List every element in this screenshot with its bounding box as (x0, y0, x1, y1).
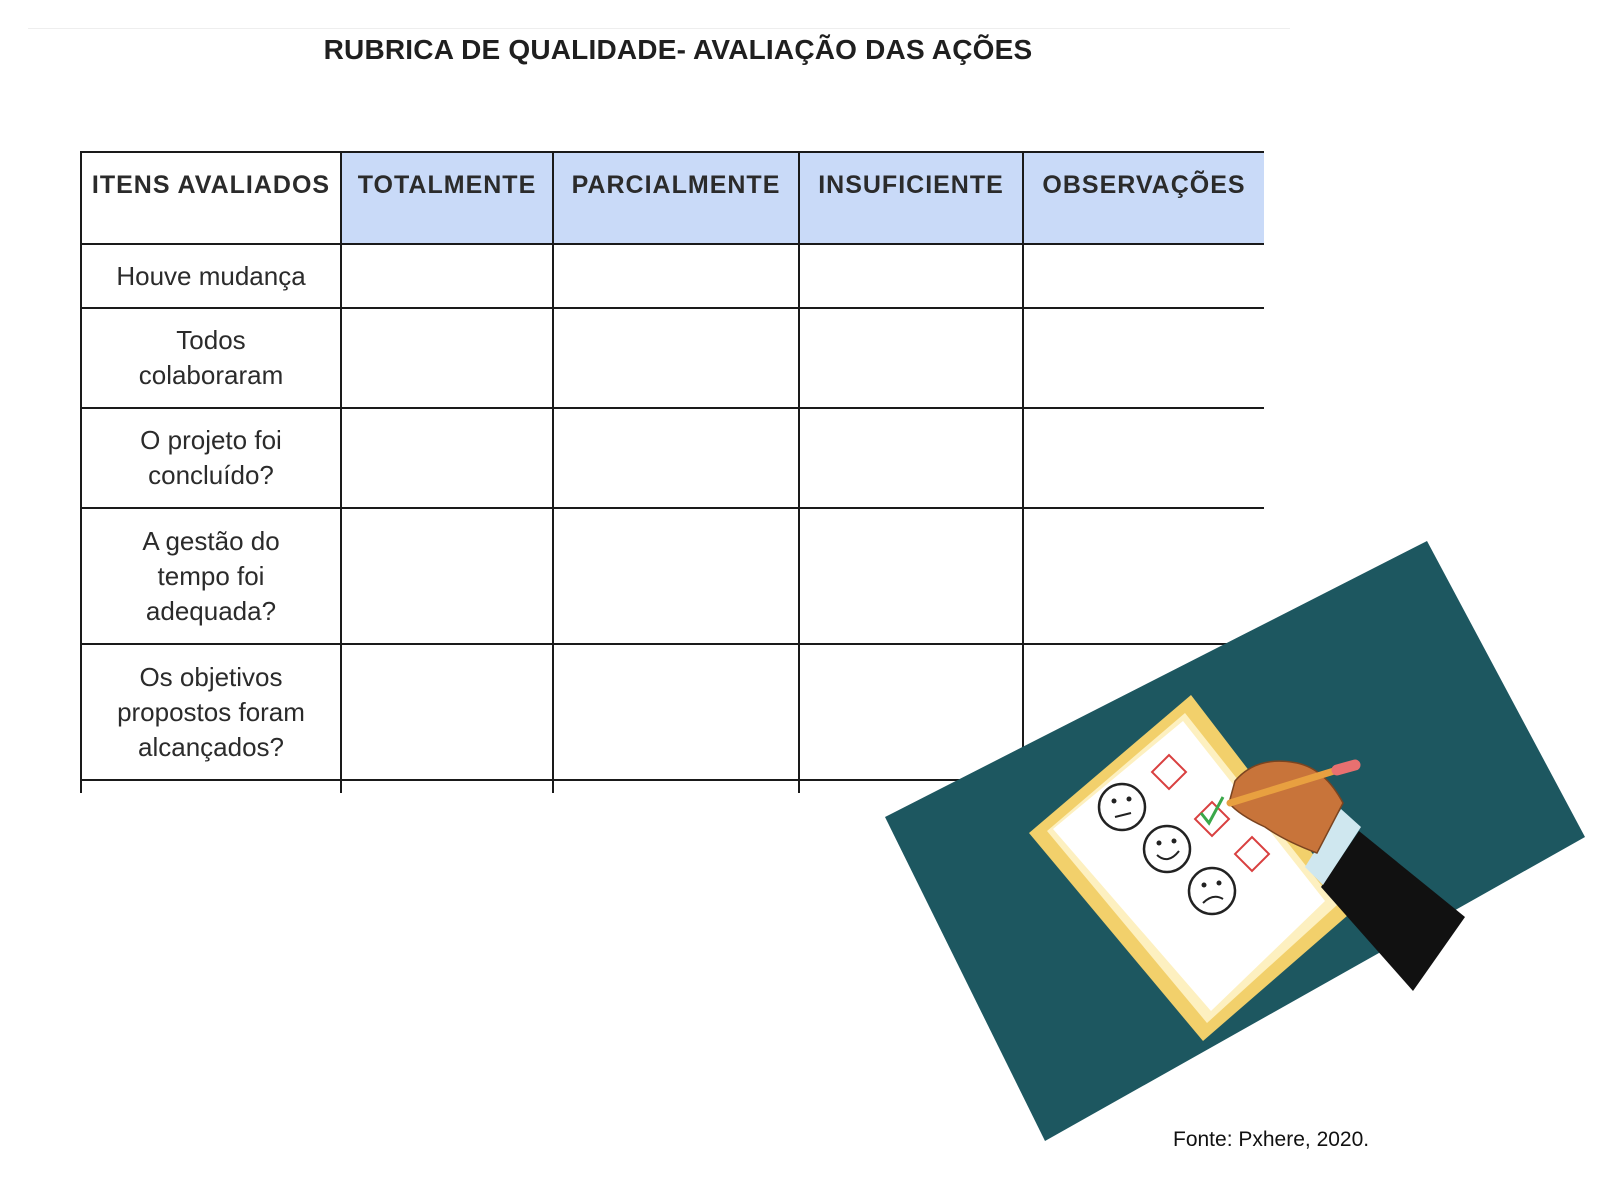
top-divider (28, 28, 1290, 29)
evaluation-illustration (885, 541, 1585, 1141)
neutral-face-icon (1099, 784, 1145, 830)
cell-cut-off (553, 780, 799, 793)
sad-face-icon (1189, 868, 1235, 914)
table-row (81, 244, 1264, 308)
row-item-label: A gestão do tempo foi adequada? (81, 508, 341, 644)
header-itens-avaliados: ITENS AVALIADOS (81, 152, 341, 244)
cell-cut-off (81, 780, 341, 793)
illustration-svg (885, 541, 1585, 1141)
row-item-label: Os objetivos propostos foram alcançados? (81, 644, 341, 780)
page-title: RUBRICA DE QUALIDADE- AVALIAÇÃO DAS AÇÕES (323, 34, 1033, 65)
header-parcialmente: PARCIALMENTE (553, 152, 799, 244)
table-row (81, 408, 1264, 508)
header-observacoes: OBSERVAÇÕES (1023, 152, 1264, 244)
cell-observacoes (1023, 308, 1264, 408)
row-item-label: O projeto foi concluído? (81, 408, 341, 508)
happy-face-icon (1144, 826, 1190, 872)
row-item-label: Todos colaboraram (81, 308, 341, 408)
cell-totalmente (341, 308, 553, 408)
row-item-label: Houve mudança (81, 244, 341, 308)
image-credit: Fonte: Pxhere, 2020. (1173, 1128, 1370, 1151)
cell-observacoes (1023, 408, 1264, 508)
cell-cut-off (341, 780, 553, 793)
cell-parcialmente (553, 408, 799, 508)
header-totalmente: TOTALMENTE (341, 152, 553, 244)
cell-parcialmente (553, 308, 799, 408)
cell-totalmente (341, 408, 553, 508)
header-insuficiente: INSUFICIENTE (799, 152, 1023, 244)
cell-totalmente (341, 244, 553, 308)
cell-parcialmente (553, 244, 799, 308)
cell-parcialmente (553, 644, 799, 780)
cell-observacoes (1023, 244, 1264, 308)
cell-insuficiente (799, 308, 1023, 408)
cell-totalmente (341, 508, 553, 644)
cell-totalmente (341, 644, 553, 780)
cell-insuficiente (799, 244, 1023, 308)
table-row (81, 308, 1264, 408)
cell-insuficiente (799, 408, 1023, 508)
table-header-row (81, 152, 1264, 244)
cell-parcialmente (553, 508, 799, 644)
